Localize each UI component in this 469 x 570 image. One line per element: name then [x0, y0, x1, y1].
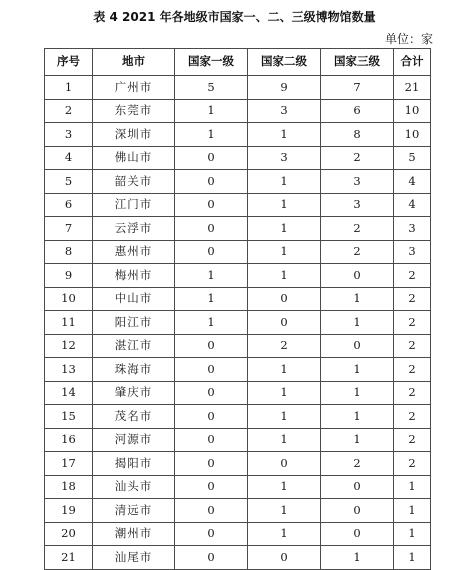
table-row — [45, 240, 431, 264]
cell-index: 10 — [45, 287, 93, 311]
table-row — [45, 123, 431, 147]
cell-national-first-class: 1 — [175, 264, 248, 288]
cell-national-second-class: 1 — [248, 475, 321, 499]
cell-national-third-class: 2 — [321, 146, 394, 170]
cell-national-second-class: 0 — [248, 287, 321, 311]
cell-city: 汕头市 — [93, 475, 175, 499]
header-index: 序号 — [45, 49, 93, 76]
museum-table — [44, 48, 431, 570]
table-row — [45, 99, 431, 123]
cell-national-second-class: 1 — [248, 264, 321, 288]
cell-city: 惠州市 — [93, 240, 175, 264]
cell-national-second-class: 1 — [248, 170, 321, 194]
table-row — [45, 381, 431, 405]
cell-national-second-class: 1 — [248, 193, 321, 217]
cell-total: 2 — [394, 311, 431, 335]
cell-national-third-class: 1 — [321, 381, 394, 405]
cell-index: 7 — [45, 217, 93, 241]
table-row — [45, 405, 431, 429]
cell-index: 14 — [45, 381, 93, 405]
cell-national-second-class: 1 — [248, 217, 321, 241]
cell-index: 9 — [45, 264, 93, 288]
cell-national-first-class: 0 — [175, 499, 248, 523]
cell-index: 3 — [45, 123, 93, 147]
cell-national-second-class: 3 — [248, 146, 321, 170]
cell-total: 1 — [394, 546, 431, 570]
table-row — [45, 311, 431, 335]
cell-city: 佛山市 — [93, 146, 175, 170]
cell-total: 2 — [394, 358, 431, 382]
cell-total: 3 — [394, 240, 431, 264]
cell-city: 湛江市 — [93, 334, 175, 358]
cell-national-second-class: 9 — [248, 76, 321, 100]
cell-national-third-class: 7 — [321, 76, 394, 100]
cell-national-third-class: 0 — [321, 334, 394, 358]
cell-city: 肇庆市 — [93, 381, 175, 405]
cell-total: 4 — [394, 170, 431, 194]
cell-city: 茂名市 — [93, 405, 175, 429]
cell-city: 深圳市 — [93, 123, 175, 147]
table-row — [45, 428, 431, 452]
cell-national-second-class: 1 — [248, 405, 321, 429]
cell-index: 12 — [45, 334, 93, 358]
table-row — [45, 546, 431, 570]
cell-national-first-class: 1 — [175, 287, 248, 311]
cell-index: 16 — [45, 428, 93, 452]
table-caption: 表 4 2021 年各地级市国家一、二、三级博物馆数量 — [93, 10, 376, 24]
cell-national-third-class: 3 — [321, 193, 394, 217]
table-row — [45, 193, 431, 217]
header-national-third-class: 国家三级 — [321, 49, 394, 76]
cell-index: 5 — [45, 170, 93, 194]
cell-total: 10 — [394, 123, 431, 147]
cell-index: 18 — [45, 475, 93, 499]
cell-total: 2 — [394, 287, 431, 311]
cell-national-second-class: 0 — [248, 452, 321, 476]
cell-index: 19 — [45, 499, 93, 523]
cell-city: 东莞市 — [93, 99, 175, 123]
table-row — [45, 475, 431, 499]
table-row — [45, 170, 431, 194]
cell-index: 2 — [45, 99, 93, 123]
table-row — [45, 217, 431, 241]
cell-city: 江门市 — [93, 193, 175, 217]
unit-label: 单位：家 — [384, 32, 433, 46]
cell-national-third-class: 0 — [321, 522, 394, 546]
cell-city: 清远市 — [93, 499, 175, 523]
cell-national-first-class: 0 — [175, 428, 248, 452]
cell-index: 13 — [45, 358, 93, 382]
cell-national-third-class: 6 — [321, 99, 394, 123]
table-row — [45, 522, 431, 546]
table-body — [45, 76, 431, 570]
cell-total: 1 — [394, 499, 431, 523]
cell-national-first-class: 1 — [175, 99, 248, 123]
cell-index: 15 — [45, 405, 93, 429]
cell-national-first-class: 0 — [175, 405, 248, 429]
cell-index: 4 — [45, 146, 93, 170]
header-total: 合计 — [394, 49, 431, 76]
cell-national-first-class: 0 — [175, 358, 248, 382]
cell-index: 8 — [45, 240, 93, 264]
table-row — [45, 76, 431, 100]
cell-national-first-class: 0 — [175, 546, 248, 570]
cell-city: 韶关市 — [93, 170, 175, 194]
cell-national-third-class: 0 — [321, 264, 394, 288]
cell-national-third-class: 3 — [321, 170, 394, 194]
cell-national-third-class: 2 — [321, 452, 394, 476]
cell-national-second-class: 3 — [248, 99, 321, 123]
table-row — [45, 287, 431, 311]
cell-national-third-class: 8 — [321, 123, 394, 147]
table-row — [45, 358, 431, 382]
cell-national-first-class: 0 — [175, 193, 248, 217]
cell-city: 梅州市 — [93, 264, 175, 288]
cell-national-third-class: 0 — [321, 499, 394, 523]
cell-national-second-class: 1 — [248, 499, 321, 523]
cell-national-first-class: 0 — [175, 475, 248, 499]
cell-total: 5 — [394, 146, 431, 170]
header-national-second-class: 国家二级 — [248, 49, 321, 76]
table-row — [45, 334, 431, 358]
cell-city: 珠海市 — [93, 358, 175, 382]
cell-national-third-class: 1 — [321, 358, 394, 382]
cell-national-third-class: 1 — [321, 287, 394, 311]
cell-national-second-class: 2 — [248, 334, 321, 358]
table-row — [45, 452, 431, 476]
cell-city: 广州市 — [93, 76, 175, 100]
cell-national-third-class: 1 — [321, 405, 394, 429]
cell-index: 11 — [45, 311, 93, 335]
cell-total: 2 — [394, 381, 431, 405]
cell-national-first-class: 0 — [175, 522, 248, 546]
cell-total: 10 — [394, 99, 431, 123]
header-row — [45, 49, 431, 76]
cell-total: 3 — [394, 217, 431, 241]
cell-national-third-class: 0 — [321, 475, 394, 499]
cell-national-second-class: 1 — [248, 428, 321, 452]
cell-total: 1 — [394, 522, 431, 546]
cell-national-first-class: 0 — [175, 146, 248, 170]
cell-national-third-class: 2 — [321, 240, 394, 264]
cell-city: 中山市 — [93, 287, 175, 311]
cell-national-second-class: 1 — [248, 381, 321, 405]
cell-national-first-class: 0 — [175, 452, 248, 476]
cell-city: 揭阳市 — [93, 452, 175, 476]
cell-total: 2 — [394, 264, 431, 288]
cell-national-second-class: 0 — [248, 311, 321, 335]
cell-city: 云浮市 — [93, 217, 175, 241]
cell-national-first-class: 1 — [175, 311, 248, 335]
cell-national-second-class: 1 — [248, 240, 321, 264]
cell-national-second-class: 0 — [248, 546, 321, 570]
cell-national-first-class: 5 — [175, 76, 248, 100]
cell-total: 2 — [394, 428, 431, 452]
cell-city: 阳江市 — [93, 311, 175, 335]
cell-national-second-class: 1 — [248, 358, 321, 382]
cell-city: 潮州市 — [93, 522, 175, 546]
cell-national-first-class: 0 — [175, 240, 248, 264]
cell-national-second-class: 1 — [248, 522, 321, 546]
cell-national-second-class: 1 — [248, 123, 321, 147]
header-national-first-class: 国家一级 — [175, 49, 248, 76]
table-row — [45, 146, 431, 170]
cell-index: 6 — [45, 193, 93, 217]
table-row — [45, 499, 431, 523]
cell-index: 1 — [45, 76, 93, 100]
cell-total: 4 — [394, 193, 431, 217]
cell-total: 2 — [394, 452, 431, 476]
cell-national-first-class: 1 — [175, 123, 248, 147]
cell-total: 21 — [394, 76, 431, 100]
table-row — [45, 264, 431, 288]
cell-national-first-class: 0 — [175, 170, 248, 194]
cell-national-first-class: 0 — [175, 381, 248, 405]
cell-index: 21 — [45, 546, 93, 570]
cell-total: 1 — [394, 475, 431, 499]
header-city: 地市 — [93, 49, 175, 76]
cell-total: 2 — [394, 405, 431, 429]
cell-total: 2 — [394, 334, 431, 358]
cell-city: 河源市 — [93, 428, 175, 452]
cell-national-third-class: 1 — [321, 311, 394, 335]
cell-index: 17 — [45, 452, 93, 476]
cell-city: 汕尾市 — [93, 546, 175, 570]
cell-national-third-class: 1 — [321, 546, 394, 570]
cell-national-third-class: 1 — [321, 428, 394, 452]
cell-national-third-class: 2 — [321, 217, 394, 241]
cell-national-first-class: 0 — [175, 217, 248, 241]
cell-index: 20 — [45, 522, 93, 546]
cell-national-first-class: 0 — [175, 334, 248, 358]
